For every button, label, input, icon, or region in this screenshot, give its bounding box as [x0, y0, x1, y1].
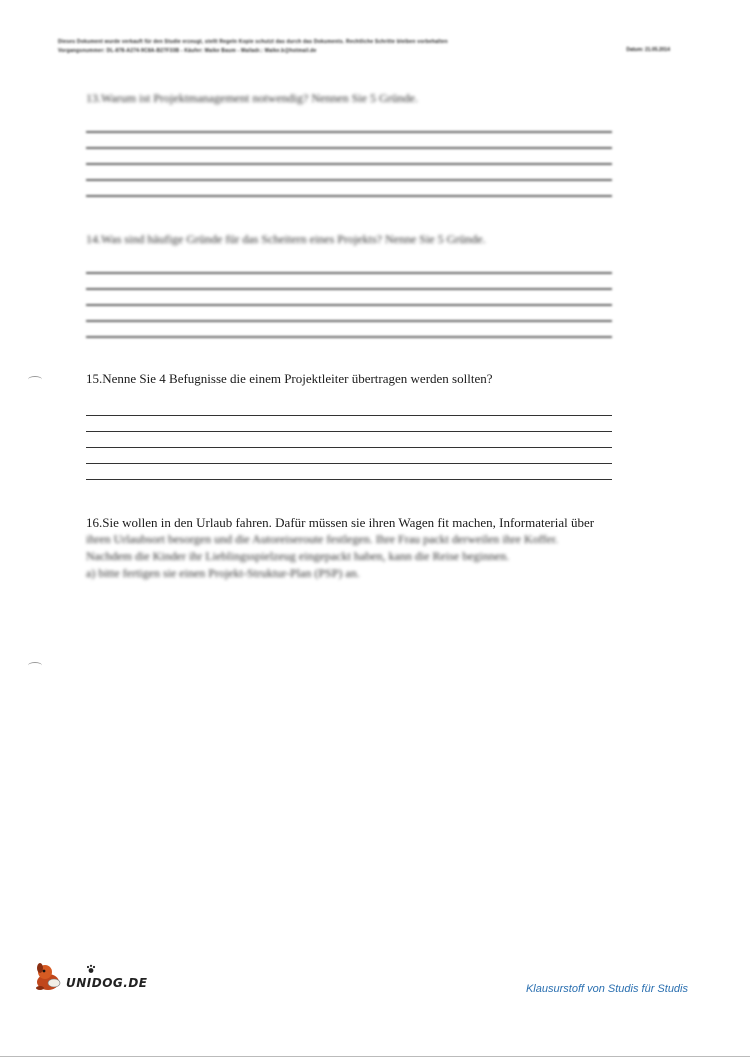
answer-line: [86, 431, 612, 432]
question-14-text: 14.Was sind häufige Gründe für das Scheitern eines Projekts? Nenne Sie 5 Gründe.: [86, 232, 486, 246]
answer-line: [86, 479, 612, 480]
document-header: [58, 38, 670, 56]
question-15-text: 15.Nenne Sie 4 Befugnisse die einem Projektleiter übertragen werden sollten?: [86, 371, 493, 386]
answer-line: [86, 163, 612, 165]
header-date: Datum: 21.05.2014: [626, 47, 670, 53]
header-notice-line: Dieses Dokument wurde verkauft für den Studie erzeugt, stellt Regeln Kopie schutzt das durch das Dokuments. Rechtliche Schritte bleiben vorbehalten: [58, 39, 448, 45]
logo-text: UNIDOG.DE: [66, 976, 148, 990]
answer-lines-13: [86, 131, 612, 211]
answer-line: [86, 463, 612, 464]
question-13: [86, 90, 616, 106]
question-16-line-3: Nachdem die Kinder ihr Lieblingsspielzeug eingepackt haben, kann die Reise beginnen.: [86, 549, 510, 563]
answer-line: [86, 288, 612, 290]
answer-line: [86, 336, 612, 338]
answer-line: [86, 195, 612, 197]
question-15: [86, 371, 616, 387]
answer-line: [86, 272, 612, 274]
question-13-text: 13.Warum ist Projektmanagement notwendig? Nennen Sie 5 Gründe.: [86, 91, 418, 105]
paw-icon: [86, 964, 96, 974]
header-purchase-line: Vorgangsnummer: DL-878-A274-9C8A-B27F33B - Käufer: Maike Baum - Mailadr.: Maike.b@hotmail.de: [58, 48, 317, 54]
answer-line: [86, 147, 612, 149]
question-16-line-2: ihren Urlaubsort besorgen und die Autoreiseroute festlegen. Ihre Frau packt derweilen ihre Koffer.: [86, 532, 559, 546]
question-16: [86, 514, 646, 582]
question-14: [86, 231, 616, 247]
question-16-line-4: a) bitte fertigen sie einen Projekt-Struktur-Plan (PSP) an.: [86, 566, 360, 580]
page-bottom-edge: [0, 1056, 750, 1057]
answer-line: [86, 179, 612, 181]
answer-line: [86, 304, 612, 306]
question-16-line-1: 16.Sie wollen in den Urlaub fahren. Dafür müssen sie ihren Wagen fit machen, Informaterial über: [86, 515, 595, 530]
scan-mark: [28, 662, 42, 669]
footer-tagline: Klausurstoff von Studis für Studis: [525, 983, 688, 995]
answer-line: [86, 447, 612, 448]
answer-line: [86, 415, 612, 416]
answer-line: [86, 131, 612, 133]
dog-mascot-icon: [34, 962, 66, 992]
answer-lines-15: [86, 415, 612, 495]
unidog-logo: [34, 962, 164, 998]
answer-lines-14: [86, 272, 612, 352]
answer-line: [86, 320, 612, 322]
scan-mark: [28, 376, 42, 383]
